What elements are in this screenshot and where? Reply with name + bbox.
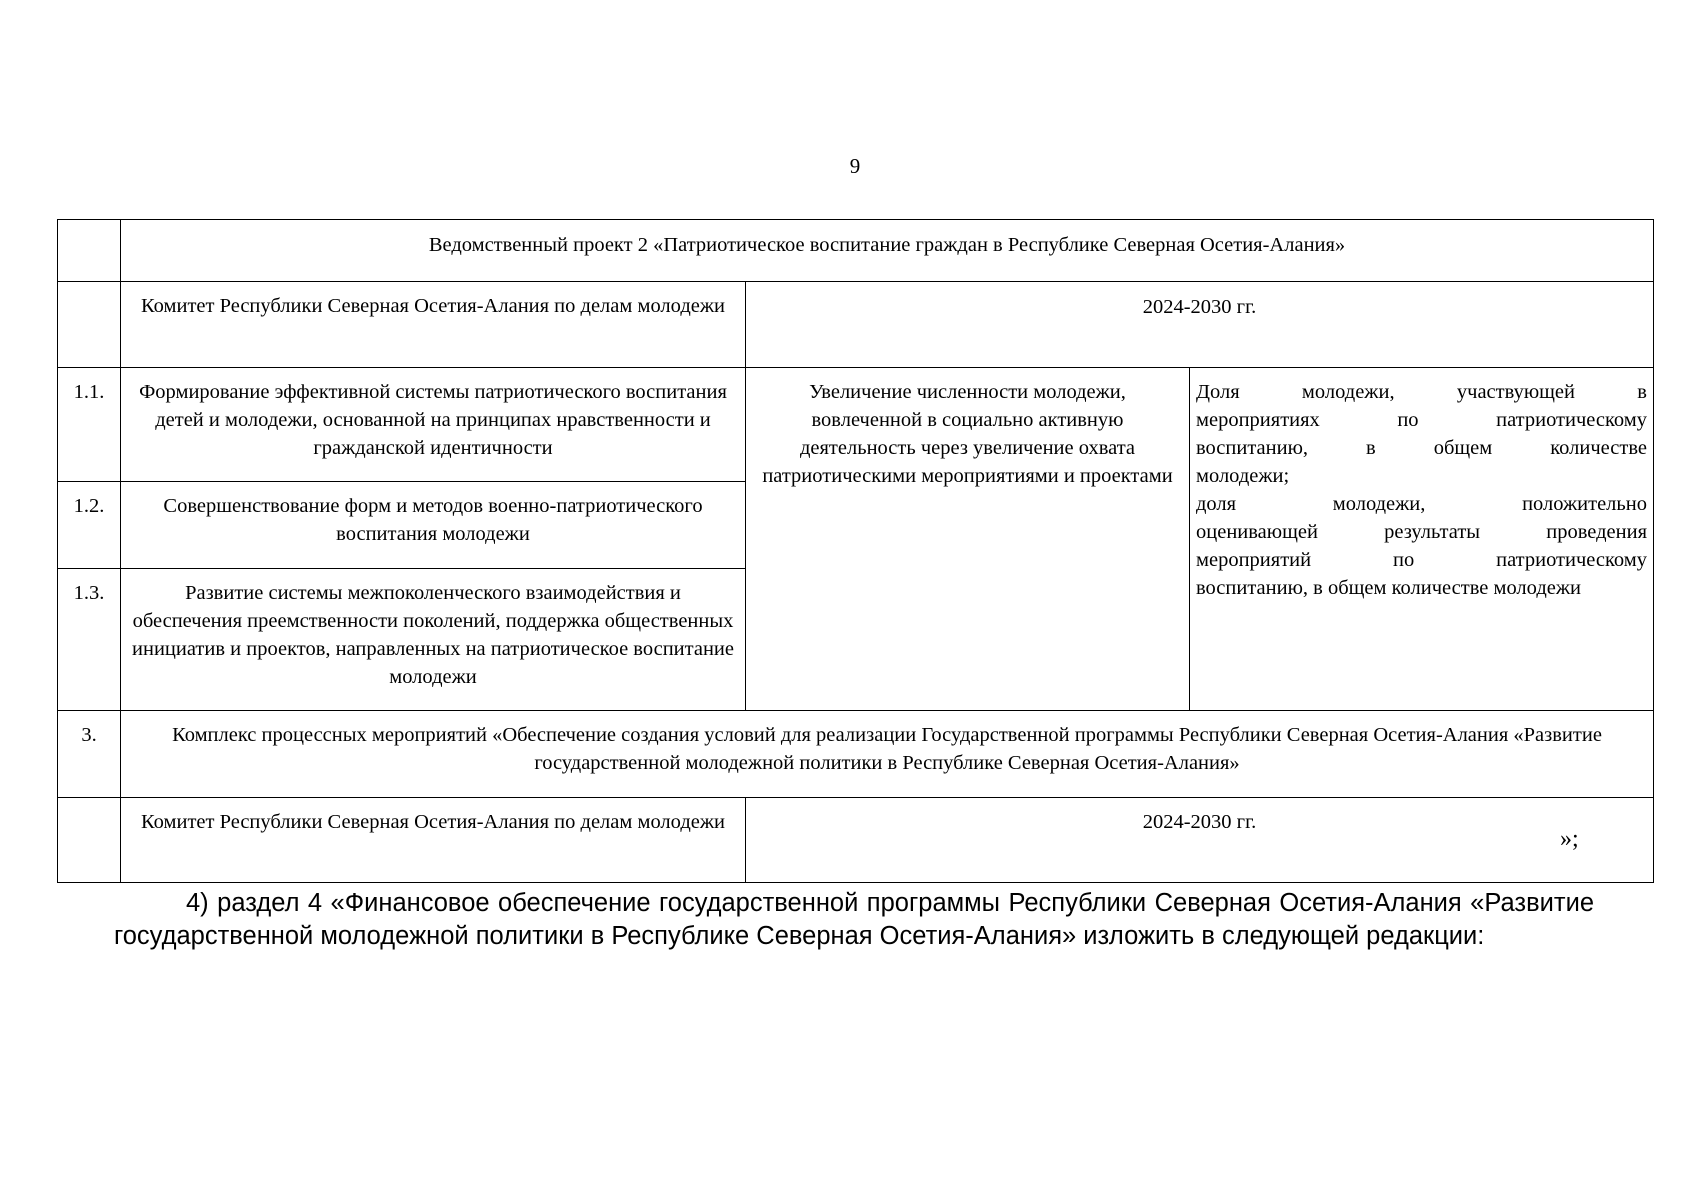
closing-quote: »; bbox=[1560, 826, 1579, 852]
page-number: 9 bbox=[849, 154, 861, 178]
table-row bbox=[58, 282, 1654, 368]
task-text: Совершенствование форм и методов военно-патриотического воспитания молодежи bbox=[121, 482, 746, 569]
task-number: 1.1. bbox=[58, 368, 121, 482]
responsible-cell: Комитет Республики Северная Осетия-Алания по делам молодежи bbox=[121, 282, 746, 368]
table-row bbox=[58, 220, 1654, 282]
indicator-line: мероприятиях по патриотическому bbox=[1196, 409, 1647, 431]
complex-number: 3. bbox=[58, 711, 121, 798]
indicator-line: Доля молодежи, участвующей в bbox=[1196, 381, 1647, 403]
indicator-line: мероприятий по патриотическому bbox=[1196, 549, 1647, 571]
period-cell: 2024-2030 гг. bbox=[746, 798, 1654, 883]
table-row bbox=[58, 368, 1654, 482]
project-header-cell: Ведомственный проект 2 «Патриотическое воспитание граждан в Республике Северная Осетия-Алания» bbox=[121, 220, 1654, 282]
program-structure-table bbox=[57, 219, 1654, 883]
complex-text: Комплекс процессных мероприятий «Обеспечение создания условий для реализации Государственной программы Республики Северная Осетия-Алания «Развитие государственной молодежной политики в Республике Северная Осетия-Алания» bbox=[121, 711, 1654, 798]
body-paragraph: 4) раздел 4 «Финансовое обеспечение государственной программы Республики Северная Осетия-Алания «Развитие государственной молодежной политики в Республике Северная Осетия-Алания» изложить в следующей редакции: bbox=[114, 889, 1594, 950]
empty-num-cell bbox=[58, 798, 121, 883]
responsible-cell: Комитет Республики Северная Осетия-Алания по делам молодежи bbox=[121, 798, 746, 883]
indicator-line: молодежи; bbox=[1196, 465, 1290, 487]
indicator-line: воспитанию, в общем количестве молодежи bbox=[1196, 577, 1581, 599]
empty-num-cell bbox=[58, 282, 121, 368]
task-text: Формирование эффективной системы патриотического воспитания детей и молодежи, основанной на принципах нравственности и гражданской идентичности bbox=[121, 368, 746, 482]
period-cell: 2024-2030 гг. bbox=[746, 282, 1654, 368]
effect-cell: Увеличение численности молодежи, вовлеченной в социально активную деятельность через увеличение охвата патриотическими мероприятиями и проектами bbox=[746, 368, 1190, 711]
table-row bbox=[58, 711, 1654, 798]
indicators-cell bbox=[1190, 368, 1654, 711]
task-text: Развитие системы межпоколенческого взаимодействия и обеспечения преемственности поколений, поддержка общественных инициатив и проектов, направленных на патриотическое воспитание молодежи bbox=[121, 569, 746, 711]
indicator-line: доля молодежи, положительно bbox=[1196, 493, 1647, 515]
table-row bbox=[58, 798, 1654, 883]
empty-num-cell bbox=[58, 220, 121, 282]
indicator-line: воспитанию, в общем количестве bbox=[1196, 437, 1647, 459]
indicator-line: оценивающей результаты проведения bbox=[1196, 521, 1647, 543]
task-number: 1.2. bbox=[58, 482, 121, 569]
task-number: 1.3. bbox=[58, 569, 121, 711]
